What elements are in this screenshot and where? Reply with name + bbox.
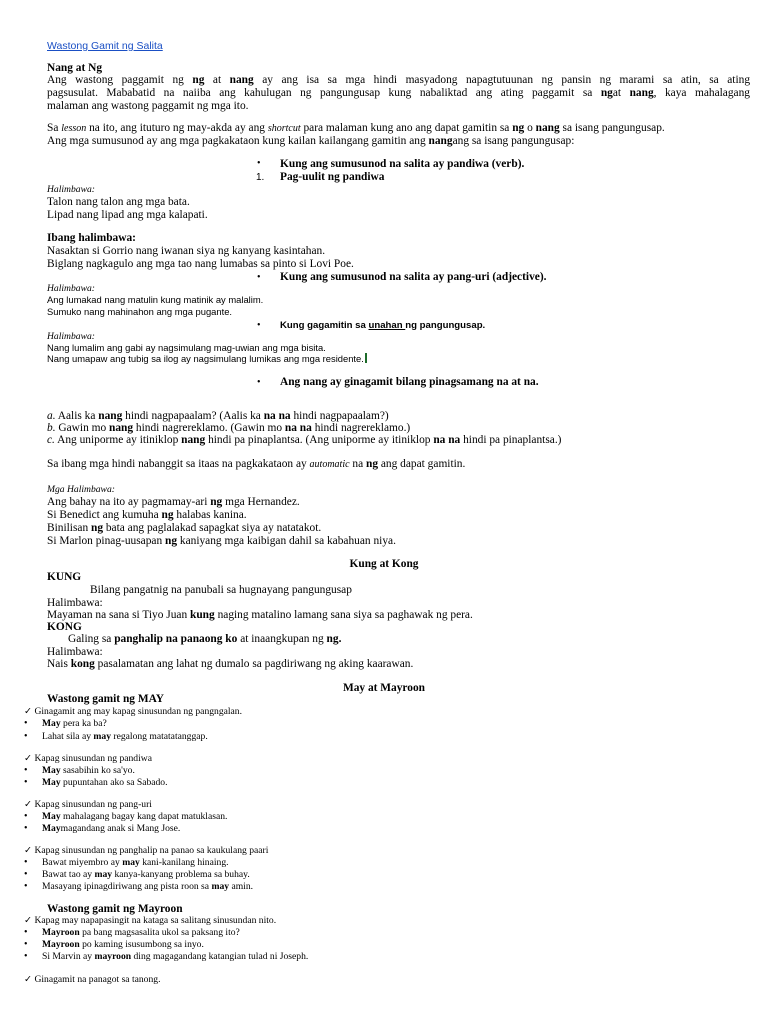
kong-description: Galing sa panghalip na panaong ko at inaangkupan ng ng. xyxy=(68,633,342,645)
example-line: Biglang nagkagulo ang mga tao nang lumabas sa pinto si Lovi Poe. xyxy=(47,258,354,270)
bullet-mark: • xyxy=(24,731,28,742)
abc-item: b. Gawin mo nang hindi nagrereklamo. (Gawin mo na na hindi nagrereklamo.) xyxy=(47,422,411,434)
list-item: Masayang ipinagdiriwang ang pista roon sa may amin. xyxy=(42,881,254,892)
bullet-pang-uri: Kung ang sumusunod na salita ay pang-uri (adjective). xyxy=(280,271,547,283)
section-title-kung-at-kong: Kung at Kong xyxy=(349,558,419,570)
check-icon: ✓ xyxy=(24,753,33,764)
bullet-mark: • xyxy=(24,927,28,938)
list-item: May mahalagang bagay kang dapat matuklasan. xyxy=(42,811,228,822)
bullet-mark: • xyxy=(257,377,261,388)
list-item: Bawat miyembro ay may kani-kanilang hinaing. xyxy=(42,857,229,868)
check-icon: ✓ xyxy=(24,974,33,985)
bullet-mark: • xyxy=(24,718,28,729)
list-item: Lahat sila ay may regalong matatatanggap. xyxy=(42,731,208,742)
para-1-line-1: Ang wastong paggamit ng ng at nang ay ang isa sa mga hindi masyadong napagtutuunan ng pansin ng marami sa atin, sa ating xyxy=(47,74,751,86)
heading-wastong-gamit-mayroon: Wastong gamit ng Mayroon xyxy=(47,903,183,915)
check-icon: ✓ xyxy=(24,845,33,856)
bullet-mark: • xyxy=(24,857,28,868)
bullet-mark: • xyxy=(257,158,261,169)
heading-kung: KUNG xyxy=(47,571,82,583)
bullet-nang-pinagsama: Ang nang ay ginagamit bilang pinagsamang na at na. xyxy=(280,376,539,388)
abc-item: a. Aalis ka nang hindi nagpapaalam? (Aalis ka na na hindi nagpapaalam?) xyxy=(47,410,389,422)
para-2-line-2: Ang mga sumusunod ay ang mga pagkakataon kung kailan kailangang gamitin ang nangang sa isang pangungusap: xyxy=(47,135,575,147)
example-line: Nasaktan si Gorrio nang iwanan siya ng kanyang kasintahan. xyxy=(47,245,326,257)
list-item: May pera ka ba? xyxy=(42,718,107,729)
para-2-line-1: Sa lesson na ito, ang ituturo ng may-akda ay ang shortcut para malaman kung ano ang dapat gamitin sa ng o nang sa isang pangungusap. xyxy=(47,122,665,134)
kung-example: Mayaman na sana si Tiyo Juan kung naging matalino lamang sana siya sa paghawak ng pera. xyxy=(47,609,473,621)
example-line: Nang lumalim ang gabi ay nagsimulang mag-uwian ang mga bisita. xyxy=(47,342,326,353)
label-halimbawa: Halimbawa: xyxy=(47,283,95,294)
example-line: Sumuko nang mahinahon ang mga pugante. xyxy=(47,306,233,317)
list-item: Mayroon po kaming isusumbong sa inyo. xyxy=(42,939,204,950)
list-item: Mayroon pa bang magsasalita ukol sa paksang ito? xyxy=(42,927,240,938)
list-item: May pupuntahan ako sa Sabado. xyxy=(42,777,168,788)
automatic-line: Sa ibang mga hindi nabanggit sa itaas na pagkakataon ay automatic na ng ang dapat gamitin. xyxy=(47,458,466,470)
list-item: May sasabihin ko sa'yo. xyxy=(42,765,135,776)
section-title-may-at-mayroon: May at Mayroon xyxy=(342,682,426,694)
check-item: ✓ Ginagamit na panagot sa tanong. xyxy=(24,974,161,985)
bullet-mark: • xyxy=(24,951,28,962)
example-line: Lipad nang lipad ang mga kalapati. xyxy=(47,209,208,221)
label-mga-halimbawa: Mga Halimbawa: xyxy=(47,484,115,495)
number-mark: 1. xyxy=(256,172,265,183)
kong-example: Nais kong pasalamatan ang lahat ng dumalo sa pagdiriwang ng aking kaarawan. xyxy=(47,658,414,670)
check-item: ✓ Ginagamit ang may kapag sinusundan ng pangngalan. xyxy=(24,706,243,717)
section-title-nang-at-ng: Nang at Ng xyxy=(47,62,103,74)
check-icon: ✓ xyxy=(24,799,33,810)
label-halimbawa: Halimbawa: xyxy=(47,597,103,609)
list-item: Si Marvin ay mayroon ding magagandang katangian tulad ni Joseph. xyxy=(42,951,309,962)
example-line: Binilisan ng bata ang paglalakad sapagkat siya ay natatakot. xyxy=(47,522,322,534)
example-line: Talon nang talon ang mga bata. xyxy=(47,196,190,208)
para-1-line-3: malaman ang wastong paggamit ng mga ito. xyxy=(47,100,249,112)
bullet-mark: • xyxy=(24,823,28,834)
header-link[interactable]: Wastong Gamit ng Salita xyxy=(47,40,163,52)
check-item: ✓ Kapag sinusundan ng pandiwa xyxy=(24,753,152,764)
heading-wastong-gamit-may: Wastong gamit ng MAY xyxy=(47,693,164,705)
bullet-mark: • xyxy=(24,881,28,892)
label-halimbawa: Halimbawa: xyxy=(47,646,103,658)
check-icon: ✓ xyxy=(24,706,33,717)
bullet-mark: • xyxy=(24,869,28,880)
bullet-mark: • xyxy=(24,939,28,950)
example-line: Nang umapaw ang tubig sa ilog ay nagsimulang lumikas ang mga residente. xyxy=(47,353,367,364)
example-line: Ang lumakad nang matulin kung matinik ay malalim. xyxy=(47,294,264,305)
para-1-line-2: pagsusulat. Mababatid na naiiba ang kahulugan ng pangungusap kung nabaliktad ang ating paggamit sa ngat nang, kaya mahalagang xyxy=(47,87,751,99)
list-item: Maymagandang anak si Mang Jose. xyxy=(42,823,181,834)
check-item: ✓ Kapag sinusundan ng pang-uri xyxy=(24,799,152,810)
subheading-ibang-halimbawa: Ibang halimbawa: xyxy=(47,232,136,244)
bullet-mark: • xyxy=(24,765,28,776)
bullet-mark: • xyxy=(257,320,261,331)
label-halimbawa: Halimbawa: xyxy=(47,184,95,195)
bullet-unahan: Kung gagamitin sa unahan ng pangungusap. xyxy=(280,320,486,331)
abc-item: c. Ang uniporme ay itiniklop nang hindi pa pinaplantsa. (Ang uniporme ay itiniklop na na hindi pa pinaplantsa.) xyxy=(47,434,562,446)
heading-kong: KONG xyxy=(47,621,82,633)
check-icon: ✓ xyxy=(24,915,33,926)
text-cursor xyxy=(365,353,367,363)
bullet-mark: • xyxy=(24,811,28,822)
list-item: Bawat tao ay may kanya-kanyang problema sa buhay. xyxy=(42,869,250,880)
bullet-mark: • xyxy=(24,777,28,788)
numbered-pag-uulit: Pag-uulit ng pandiwa xyxy=(280,171,385,183)
bullet-mark: • xyxy=(257,272,261,283)
bullet-pandiwa: Kung ang sumusunod na salita ay pandiwa (verb). xyxy=(280,158,525,170)
example-line: Ang bahay na ito ay pagmamay-ari ng mga Hernandez. xyxy=(47,496,300,508)
check-item: ✓ Kapag may napapasingit na kataga sa salitang sinusundan nito. xyxy=(24,915,277,926)
example-line: Si Benedict ang kumuha ng halabas kanina. xyxy=(47,509,247,521)
example-line: Si Marlon pinag-uusapan ng kaniyang mga kaibigan dahil sa kabahuan niya. xyxy=(47,535,396,547)
kung-description: Bilang pangatnig na panubali sa hugnayang pangungusap xyxy=(90,584,352,596)
check-item: ✓ Kapag sinusundan ng panghalip na panao sa kaukulang paari xyxy=(24,845,269,856)
label-halimbawa: Halimbawa: xyxy=(47,331,95,342)
